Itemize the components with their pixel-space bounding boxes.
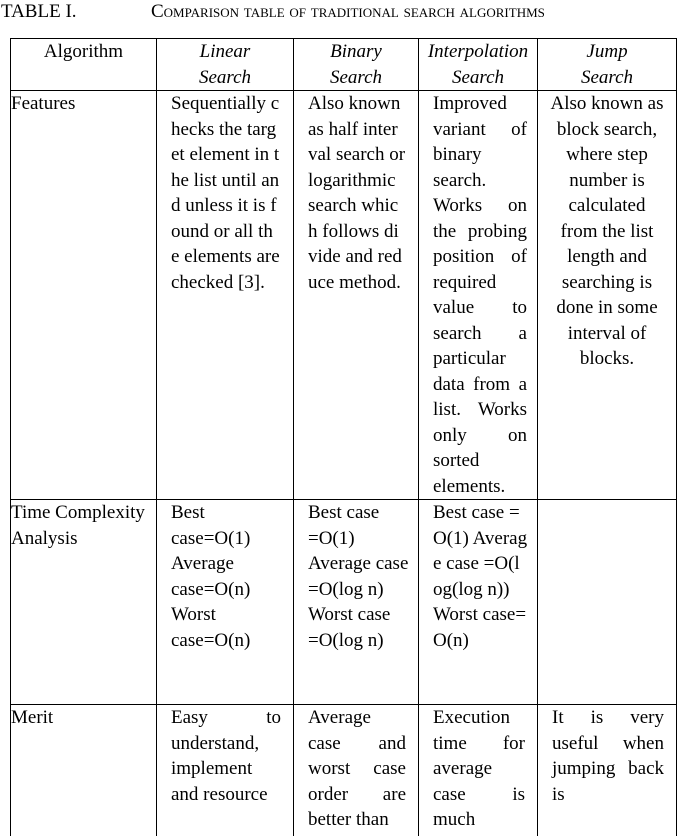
cell-time-linear: Best case=O(1) Average case=O(n) Worst case=O(n) [157, 500, 294, 705]
row-label-merit: Merit [11, 705, 157, 836]
header-algorithm: Algorithm [11, 39, 157, 91]
table-caption [0, 0, 686, 26]
header-row [11, 39, 677, 91]
header-linear-search: Linear Search [157, 39, 294, 91]
cell-merit-binary: Average case and worst case order are better than [294, 705, 419, 836]
cell-merit-linear: Easy to understand, implement and resource [157, 705, 294, 836]
cell-features-linear: Sequentially checks the target element in the list until and unless it is found or all the elements are checked [3]. [157, 91, 294, 500]
cell-merit-interpolation: Execution time for average case is much [419, 705, 538, 836]
comparison-table [10, 38, 677, 836]
table-number: TABLE I. [1, 1, 77, 23]
header-jump-search: Jump Search [538, 39, 677, 91]
table-row [11, 500, 677, 705]
cell-features-binary: Also known as half interval search or logarithmic search which follows divide and reduce method. [294, 91, 419, 500]
header-interpolation-search: Interpolation Search [419, 39, 538, 91]
row-label-time-complexity: Time Complexity Analysis [11, 500, 157, 705]
table-row [11, 91, 677, 500]
table-title: Comparison table of traditional search algorithms [151, 1, 545, 23]
row-label-features: Features [11, 91, 157, 500]
cell-features-jump: Also known as block search, where step number is calculated from the list length and searching is done in some interval of blocks. [538, 91, 677, 500]
table-row [11, 705, 677, 836]
cell-features-interpolation: Improved variant of binary search. Works on the probing position of required value to search a particular data from a list. Works only on sorted elements. [419, 91, 538, 500]
cell-time-jump [538, 500, 677, 705]
header-binary-search: Binary Search [294, 39, 419, 91]
cell-time-interpolation: Best case =O(1) Average case =O(log(log n)) Worst case=O(n) [419, 500, 538, 705]
cell-merit-jump: It is very useful when jumping back is [538, 705, 677, 836]
cell-time-binary: Best case =O(1) Average case =O(log n) Worst case =O(log n) [294, 500, 419, 705]
